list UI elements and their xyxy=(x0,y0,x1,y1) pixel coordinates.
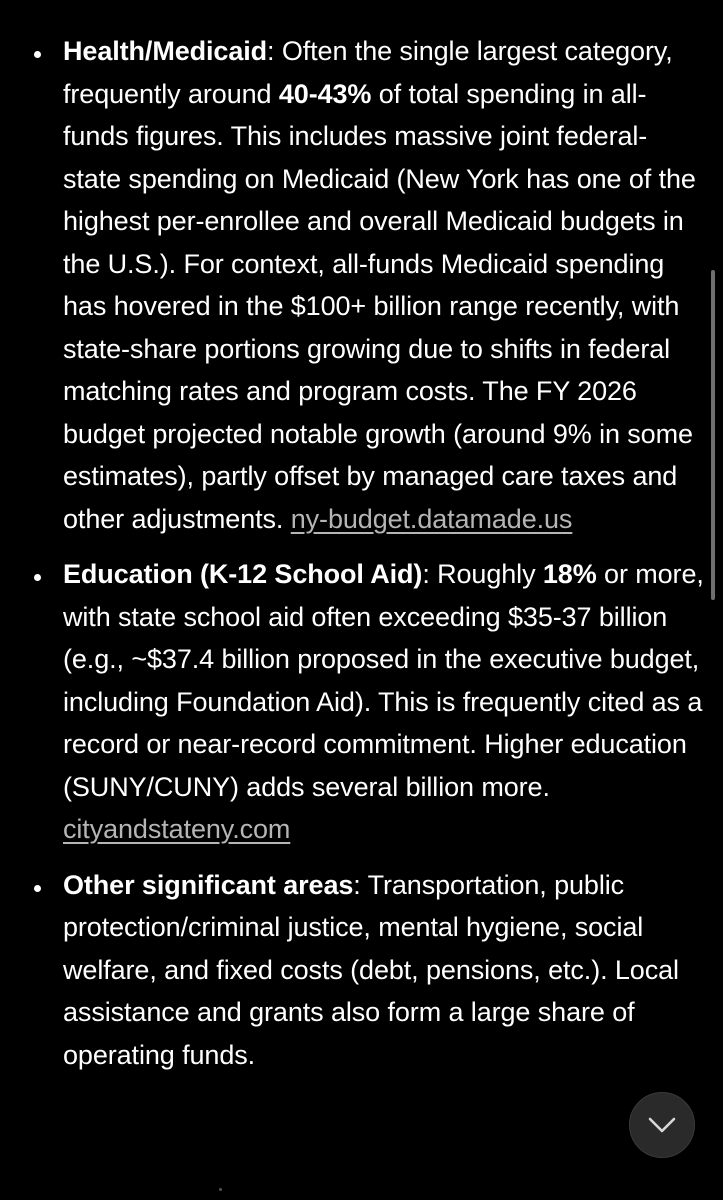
item-text: of total spending in all-funds figures. This includes massive joint federal-state spending on Medicaid (New York has one of the highest per-enrollee and overall Medicaid budgets in the U.S.). For context, all-funds Medicaid spending has hovered in the $100+ billion range recently, with state-share portions growing due to shifts in federal matching rates and program costs. The FY 2026 budget projected notable growth (around 9% in some estimates), partly offset by managed care taxes and other adjustments. xyxy=(63,78,696,534)
item-label: Other significant areas xyxy=(63,869,354,900)
bullet-icon xyxy=(34,51,41,58)
item-text: or more, with state school aid often exceeding $35-37 billion (e.g., ~$37.4 billion proposed in the executive budget, including Foundation Aid). This is frequently cited as a record or near-record commitment. Higher education (SUNY/CUNY) adds several billion more. xyxy=(63,559,704,802)
response-content xyxy=(0,30,723,1089)
item-highlight: 18% xyxy=(542,559,597,589)
scrollbar-thumb[interactable] xyxy=(711,270,715,600)
chevron-down-icon xyxy=(647,1116,677,1134)
list-item-other-areas xyxy=(0,864,723,1077)
item-label: Education (K-12 School Aid) xyxy=(63,559,423,589)
item-label: Health/Medicaid xyxy=(63,36,268,66)
item-text: : Often the single largest category, frequently around xyxy=(63,36,673,109)
bullet-icon xyxy=(34,885,41,892)
source-link[interactable]: ny-budget.datamade.us xyxy=(290,503,573,534)
scroll-indicator-dot xyxy=(219,1188,222,1191)
scroll-down-button[interactable] xyxy=(629,1092,695,1158)
list-item-education xyxy=(0,553,723,851)
item-highlight: 40-43% xyxy=(278,78,372,109)
source-link[interactable]: cityandstateny.com xyxy=(63,814,291,844)
list-item-health-medicaid xyxy=(0,30,723,540)
bullet-icon xyxy=(34,574,41,581)
item-text: : Transportation, public protection/criminal justice, mental hygiene, social welfare, and fixed costs (debt, pensions, etc.). Local assistance and grants also form a large share of operating funds. xyxy=(63,869,679,1070)
spending-category-list xyxy=(0,30,723,1076)
item-text: : Roughly xyxy=(422,559,543,589)
